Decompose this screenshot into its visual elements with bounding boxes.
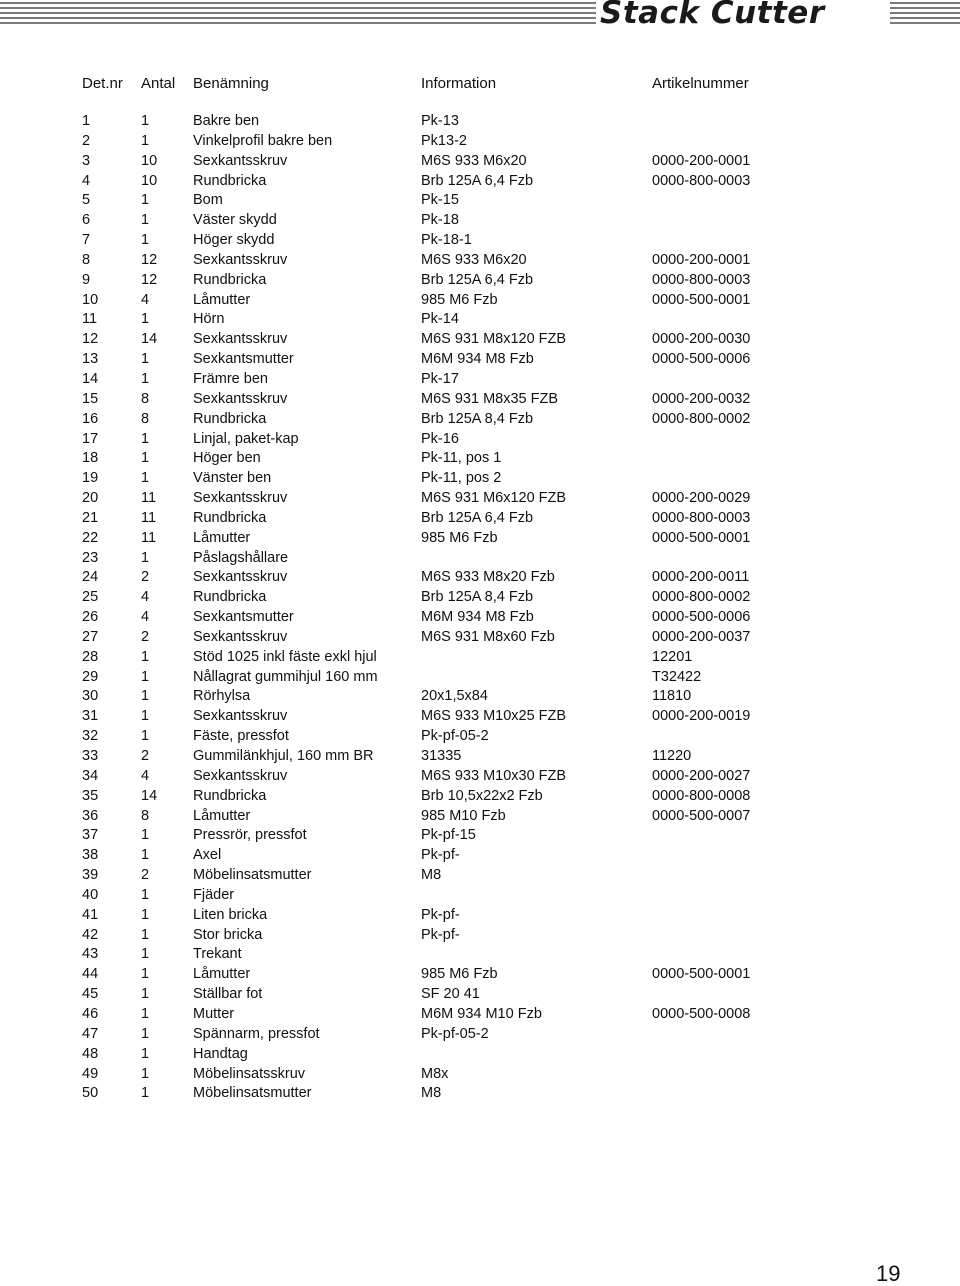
cell-artikelnummer: 0000-500-0001 [652, 966, 751, 983]
table-row [82, 231, 802, 251]
cell-benamning: Stor bricka [193, 926, 263, 943]
cell-antal: 12 [141, 271, 158, 288]
page-number: 19 [876, 1261, 901, 1286]
cell-benamning: Möbelinsatsskruv [193, 1065, 306, 1082]
cell-benamning: Gummilänkhjul, 160 mm BR [193, 748, 374, 764]
cell-artikelnummer: 0000-200-0032 [652, 390, 751, 407]
cell-benamning: Sexkantsskruv [193, 390, 288, 407]
table-row [82, 410, 802, 430]
cell-det-nr: 20 [82, 490, 99, 507]
table-row [82, 846, 802, 866]
cell-det-nr: 47 [82, 1025, 99, 1042]
cell-benamning: Låmutter [193, 529, 251, 546]
cell-benamning: Låmutter [193, 807, 251, 824]
cell-artikelnummer: 0000-500-0001 [652, 529, 751, 546]
brand-logo: Stack Cutter [596, 0, 890, 30]
cell-det-nr: 44 [82, 966, 99, 983]
header-band [0, 0, 960, 31]
cell-benamning: Rundbricka [193, 589, 267, 606]
cell-det-nr: 12 [82, 331, 99, 348]
cell-benamning: Pressrör, pressfot [193, 827, 307, 844]
cell-artikelnummer: 0000-200-0001 [652, 152, 751, 169]
cell-information: 20x1,5x84 [421, 688, 488, 705]
cell-information: M6S 933 M10x30 FZB [421, 767, 567, 784]
cell-antal: 1 [141, 728, 150, 745]
table-row [82, 251, 802, 271]
cell-benamning: Sexkantsskruv [193, 628, 288, 645]
table-row [82, 648, 802, 668]
cell-information: Pk-pf-05-2 [421, 1025, 489, 1042]
cell-antal: 1 [141, 1025, 150, 1042]
cell-benamning: Sexkantsmutter [193, 351, 294, 368]
cell-information: M6S 933 M8x20 Fzb [421, 569, 555, 586]
cell-det-nr: 25 [82, 589, 99, 606]
cell-det-nr: 14 [82, 370, 99, 387]
cell-antal: 1 [141, 1085, 150, 1102]
cell-det-nr: 37 [82, 827, 99, 844]
cell-information: Pk-pf-05-2 [421, 728, 489, 745]
cell-antal: 4 [141, 609, 150, 626]
cell-benamning: Väster skydd [193, 212, 277, 229]
cell-artikelnummer: 0000-500-0006 [652, 609, 751, 626]
cell-det-nr: 2 [82, 132, 91, 149]
cell-antal: 8 [141, 807, 150, 824]
cell-benamning: Linjal, paket-kap [193, 430, 299, 447]
cell-antal: 1 [141, 470, 150, 487]
table-row [82, 271, 802, 291]
cell-information: SF 20 41 [421, 986, 480, 1003]
cell-benamning: Rundbricka [193, 271, 267, 288]
cell-information: Pk-14 [421, 311, 459, 328]
cell-benamning: Rundbricka [193, 509, 267, 526]
cell-det-nr: 43 [82, 946, 99, 963]
cell-information: M6M 934 M8 Fzb [421, 351, 534, 368]
table-row [82, 886, 802, 906]
cell-det-nr: 26 [82, 609, 99, 626]
cell-antal: 1 [141, 926, 150, 943]
cell-det-nr: 17 [82, 430, 99, 447]
table-row [82, 132, 802, 152]
cell-information: M6S 933 M6x20 [421, 152, 527, 169]
cell-antal: 1 [141, 1065, 150, 1082]
cell-information: Pk-16 [421, 430, 459, 447]
table-row [82, 211, 802, 231]
cell-benamning: Sexkantsskruv [193, 152, 288, 169]
cell-det-nr: 42 [82, 926, 99, 943]
cell-benamning: Vänster ben [193, 470, 272, 487]
table-row [82, 628, 802, 648]
table-row [82, 568, 802, 588]
cell-det-nr: 1 [82, 113, 91, 129]
cell-information: Pk13-2 [421, 132, 467, 149]
cell-information: M6S 931 M8x35 FZB [421, 390, 558, 407]
cell-det-nr: 24 [82, 569, 99, 586]
cell-det-nr: 35 [82, 787, 99, 804]
cell-antal: 4 [141, 589, 150, 606]
cell-det-nr: 4 [82, 172, 91, 189]
cell-artikelnummer: 0000-200-0011 [652, 569, 750, 586]
table-row [82, 330, 802, 350]
cell-det-nr: 48 [82, 1045, 99, 1062]
cell-information: M8 [421, 1085, 442, 1102]
cell-det-nr: 30 [82, 688, 99, 705]
cell-information: 985 M6 Fzb [421, 291, 498, 308]
cell-artikelnummer: 0000-500-0007 [652, 807, 751, 824]
cell-det-nr: 38 [82, 847, 99, 864]
cell-information: M8 [421, 867, 442, 884]
cell-antal: 10 [141, 152, 158, 169]
cell-det-nr: 36 [82, 807, 99, 824]
cell-det-nr: 19 [82, 470, 99, 487]
cell-artikelnummer: 0000-800-0003 [652, 271, 751, 288]
table-row [82, 965, 802, 985]
cell-benamning: Sexkantsskruv [193, 251, 288, 268]
cell-antal: 10 [141, 172, 158, 189]
cell-antal: 1 [141, 986, 150, 1003]
cell-benamning: Låmutter [193, 291, 251, 308]
table-row [82, 469, 802, 489]
cell-benamning: Bom [193, 192, 223, 209]
header-stripes-left [0, 2, 600, 24]
cell-artikelnummer: 11220 [652, 748, 692, 764]
cell-det-nr: 33 [82, 748, 99, 764]
cell-det-nr: 13 [82, 351, 99, 368]
cell-det-nr: 10 [82, 291, 99, 308]
cell-antal: 1 [141, 906, 150, 923]
cell-benamning: Rundbricka [193, 410, 267, 427]
cell-det-nr: 23 [82, 549, 99, 566]
table-row [82, 1045, 802, 1065]
cell-antal: 1 [141, 966, 150, 983]
cell-antal: 1 [141, 688, 150, 705]
cell-det-nr: 49 [82, 1065, 99, 1082]
cell-antal: 4 [141, 767, 150, 784]
cell-benamning: Ställbar fot [193, 986, 263, 1003]
cell-artikelnummer: 0000-200-0019 [652, 708, 751, 725]
cell-antal: 1 [141, 232, 150, 249]
cell-benamning: Fjäder [193, 886, 235, 903]
table-row [82, 112, 802, 132]
cell-information: M6S 933 M6x20 [421, 251, 527, 268]
cell-benamning: Höger skydd [193, 232, 275, 249]
table-row [82, 1005, 802, 1025]
table-row [82, 866, 802, 886]
cell-information: M6S 931 M6x120 FZB [421, 490, 567, 507]
cell-information: Brb 125A 8,4 Fzb [421, 589, 534, 606]
cell-antal: 1 [141, 351, 150, 368]
cell-artikelnummer: 0000-800-0003 [652, 172, 751, 189]
cell-benamning: Möbelinsatsmutter [193, 867, 312, 884]
cell-information: Brb 10,5x22x2 Fzb [421, 787, 543, 804]
cell-benamning: Rundbricka [193, 172, 267, 189]
cell-benamning: Stöd 1025 inkl fäste exkl hjul [193, 648, 377, 665]
cell-information: Pk-11, pos 1 [421, 450, 502, 467]
cell-artikelnummer: 0000-800-0002 [652, 410, 751, 427]
cell-antal: 11 [141, 509, 157, 526]
cell-det-nr: 50 [82, 1085, 99, 1102]
table-row [82, 489, 802, 509]
cell-information: 985 M10 Fzb [421, 807, 506, 824]
cell-det-nr: 27 [82, 628, 99, 645]
cell-antal: 1 [141, 886, 150, 903]
cell-antal: 1 [141, 1005, 150, 1022]
cell-benamning: Sexkantsskruv [193, 569, 288, 586]
cell-artikelnummer: 0000-800-0008 [652, 787, 751, 804]
cell-information: 31335 [421, 748, 462, 764]
cell-benamning: Sexkantsmutter [193, 609, 294, 626]
cell-information: Pk-15 [421, 192, 459, 209]
cell-det-nr: 46 [82, 1005, 99, 1022]
cell-benamning: Sexkantsskruv [193, 708, 288, 725]
table-row [82, 370, 802, 390]
table-row [82, 152, 802, 172]
cell-det-nr: 32 [82, 728, 99, 745]
cell-benamning: Axel [193, 847, 222, 864]
cell-antal: 1 [141, 648, 150, 665]
cell-information: Pk-13 [421, 113, 459, 129]
cell-benamning: Sexkantsskruv [193, 490, 288, 507]
cell-det-nr: 41 [82, 906, 99, 923]
cell-information: Pk-18-1 [421, 232, 472, 249]
cell-information: Brb 125A 6,4 Fzb [421, 271, 534, 288]
parts-table [82, 72, 802, 1104]
cell-benamning: Rörhylsa [193, 688, 251, 705]
cell-antal: 1 [141, 827, 150, 844]
cell-information: 985 M6 Fzb [421, 529, 498, 546]
cell-antal: 1 [141, 668, 150, 685]
header-information: Information [421, 75, 497, 92]
cell-information: M6S 931 M8x120 FZB [421, 331, 567, 348]
table-row [82, 747, 802, 767]
table-row [82, 529, 802, 549]
cell-artikelnummer: 0000-200-0030 [652, 331, 751, 348]
cell-det-nr: 31 [82, 708, 99, 725]
cell-antal: 4 [141, 291, 150, 308]
cell-artikelnummer: 0000-500-0001 [652, 291, 751, 308]
cell-artikelnummer: 0000-200-0027 [652, 767, 751, 784]
cell-antal: 2 [141, 628, 150, 645]
cell-artikelnummer: 0000-200-0001 [652, 251, 751, 268]
cell-information: Brb 125A 6,4 Fzb [421, 509, 534, 526]
cell-antal: 1 [141, 450, 150, 467]
table-row [82, 807, 802, 827]
cell-det-nr: 40 [82, 886, 99, 903]
cell-det-nr: 21 [82, 509, 99, 526]
cell-information: Pk-18 [421, 212, 459, 229]
table-row [82, 1025, 802, 1045]
cell-benamning: Påslagshållare [193, 549, 289, 566]
cell-benamning: Liten bricka [193, 906, 268, 923]
cell-antal: 1 [141, 311, 150, 328]
cell-information: Pk-17 [421, 370, 459, 387]
header-antal: Antal [141, 75, 176, 92]
cell-benamning: Nållagrat gummihjul 160 mm [193, 668, 378, 685]
cell-information: Pk-pf- [421, 906, 460, 923]
cell-benamning: Trekant [193, 946, 242, 963]
cell-det-nr: 45 [82, 986, 99, 1003]
cell-antal: 1 [141, 708, 150, 725]
cell-det-nr: 39 [82, 867, 99, 884]
cell-det-nr: 29 [82, 668, 99, 685]
table-row [82, 390, 802, 410]
cell-artikelnummer: 0000-800-0003 [652, 509, 751, 526]
table-row [82, 549, 802, 569]
cell-artikelnummer: 12201 [652, 648, 693, 665]
cell-benamning: Rundbricka [193, 787, 267, 804]
table-row [82, 588, 802, 608]
cell-antal: 12 [141, 251, 158, 268]
cell-artikelnummer: 0000-800-0002 [652, 589, 751, 606]
table-row [82, 310, 802, 330]
cell-benamning: Spännarm, pressfot [193, 1025, 320, 1042]
table-row [82, 1084, 802, 1104]
cell-antal: 1 [141, 370, 150, 387]
cell-antal: 2 [141, 569, 150, 586]
table-row [82, 945, 802, 965]
cell-det-nr: 6 [82, 212, 91, 229]
header-stripes-right [882, 2, 960, 24]
cell-antal: 1 [141, 212, 150, 229]
cell-antal: 11 [141, 490, 157, 507]
cell-det-nr: 28 [82, 648, 99, 665]
table-row [82, 985, 802, 1005]
cell-det-nr: 3 [82, 152, 91, 169]
cell-information: Pk-11, pos 2 [421, 470, 502, 487]
cell-det-nr: 5 [82, 192, 91, 209]
cell-antal: 1 [141, 946, 150, 963]
table-row [82, 509, 802, 529]
table-row [82, 826, 802, 846]
cell-antal: 2 [141, 748, 150, 764]
cell-benamning: Handtag [193, 1045, 248, 1062]
table-row [82, 430, 802, 450]
cell-artikelnummer: 0000-500-0008 [652, 1005, 751, 1022]
cell-benamning: Låmutter [193, 966, 251, 983]
table-body [82, 112, 802, 1104]
cell-information: 985 M6 Fzb [421, 966, 498, 983]
cell-det-nr: 16 [82, 410, 99, 427]
cell-det-nr: 15 [82, 390, 99, 407]
cell-benamning: Mutter [193, 1005, 235, 1022]
table-row [82, 668, 802, 688]
cell-det-nr: 11 [82, 311, 98, 328]
table-row [82, 926, 802, 946]
table-row [82, 172, 802, 192]
cell-artikelnummer: 0000-200-0037 [652, 628, 751, 645]
cell-information: Pk-pf- [421, 847, 460, 864]
header-det-nr: Det.nr [82, 75, 123, 92]
cell-benamning: Höger ben [193, 450, 261, 467]
table-row [82, 687, 802, 707]
cell-benamning: Sexkantsskruv [193, 767, 288, 784]
cell-antal: 14 [141, 787, 158, 804]
cell-information: Brb 125A 8,4 Fzb [421, 410, 534, 427]
cell-information: M6S 933 M10x25 FZB [421, 708, 567, 725]
cell-information: M6S 931 M8x60 Fzb [421, 628, 555, 645]
cell-information: M6M 934 M10 Fzb [421, 1005, 542, 1022]
cell-det-nr: 22 [82, 529, 99, 546]
cell-antal: 1 [141, 430, 150, 447]
cell-information: Brb 125A 6,4 Fzb [421, 172, 534, 189]
cell-antal: 8 [141, 390, 150, 407]
cell-benamning: Bakre ben [193, 113, 260, 129]
header-artikelnummer: Artikelnummer [652, 75, 749, 92]
cell-antal: 1 [141, 132, 150, 149]
cell-benamning: Hörn [193, 311, 225, 328]
cell-information: Pk-pf-15 [421, 827, 476, 844]
cell-information: M6M 934 M8 Fzb [421, 609, 534, 626]
cell-benamning: Fäste, pressfot [193, 728, 289, 745]
cell-antal: 1 [141, 549, 150, 566]
cell-antal: 11 [141, 529, 157, 546]
cell-antal: 1 [141, 192, 150, 209]
cell-artikelnummer: 11810 [652, 688, 692, 705]
cell-det-nr: 34 [82, 767, 99, 784]
cell-artikelnummer: 0000-200-0029 [652, 490, 751, 507]
cell-information: M8x [421, 1065, 449, 1082]
cell-information: Pk-pf- [421, 926, 460, 943]
table-row [82, 767, 802, 787]
cell-antal: 1 [141, 1045, 150, 1062]
cell-det-nr: 8 [82, 251, 91, 268]
table-row [82, 787, 802, 807]
cell-benamning: Sexkantsskruv [193, 331, 288, 348]
header-benamning: Benämning [193, 75, 269, 92]
table-row [82, 191, 802, 211]
cell-antal: 8 [141, 410, 150, 427]
table-row [82, 291, 802, 311]
cell-artikelnummer: 0000-500-0006 [652, 351, 751, 368]
table-row [82, 707, 802, 727]
table-row [82, 350, 802, 370]
cell-det-nr: 9 [82, 271, 91, 288]
cell-det-nr: 7 [82, 232, 91, 249]
cell-det-nr: 18 [82, 450, 99, 467]
cell-benamning: Främre ben [193, 370, 268, 387]
cell-artikelnummer: T32422 [652, 668, 702, 685]
table-row [82, 449, 802, 469]
cell-benamning: Möbelinsatsmutter [193, 1085, 312, 1102]
cell-antal: 14 [141, 331, 158, 348]
table-header-row [82, 72, 802, 96]
cell-antal: 2 [141, 867, 150, 884]
cell-benamning: Vinkelprofil bakre ben [193, 132, 333, 149]
cell-antal: 1 [141, 847, 150, 864]
table-row [82, 906, 802, 926]
table-row [82, 727, 802, 747]
table-row [82, 1065, 802, 1085]
table-row [82, 608, 802, 628]
cell-antal: 1 [141, 113, 150, 129]
